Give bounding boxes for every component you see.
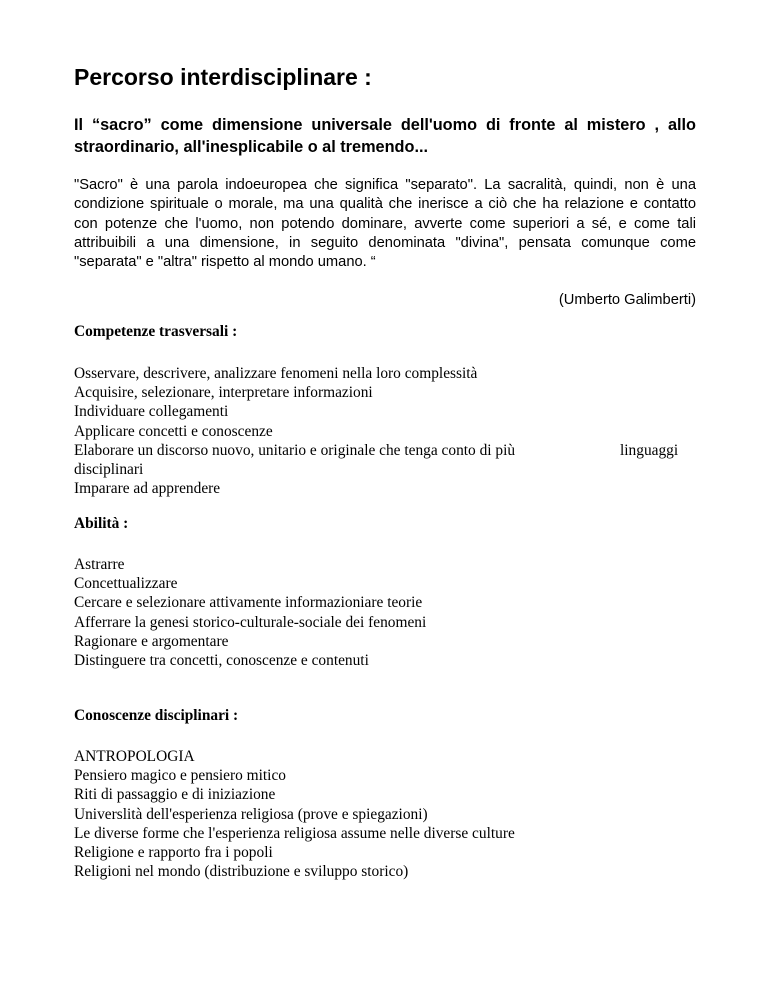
list-item-text: Elaborare un discorso nuovo, unitario e originale che tenga conto di più <box>74 441 516 459</box>
list-item: Religione e rapporto fra i popoli <box>74 844 273 862</box>
conoscenze-heading: Conoscenze disciplinari : <box>74 707 239 724</box>
list-item: Le diverse forme che l'esperienza religiosa assume nelle diverse culture <box>74 824 515 842</box>
list-item: Applicare concetti e conoscenze <box>74 422 273 440</box>
abilita-list <box>74 555 426 670</box>
document-subtitle: Il “sacro” come dimensione universale dell'uomo di fronte al mistero , allo straordinario, all'inesplicabile o al tremendo... <box>74 116 696 156</box>
list-item: disciplinari <box>74 461 144 479</box>
document-title: Percorso interdisciplinare : <box>74 64 372 90</box>
list-item: ANTROPOLOGIA <box>74 748 195 765</box>
list-item: Cercare e selezionare attivamente informazioniare teorie <box>74 594 423 612</box>
list-item: Distinguere tra concetti, conoscenze e contenuti <box>74 652 369 670</box>
competenze-heading: Competenze trasversali : <box>74 323 238 340</box>
list-item: Acquisire, selezionare, interpretare informazioni <box>74 384 373 402</box>
list-item <box>74 441 679 460</box>
list-item: Individuare collegamenti <box>74 403 229 421</box>
list-item: Astrarre <box>74 556 125 573</box>
quote-paragraph: "Sacro" è una parola indoeuropea che significa "separato". La sacralità, quindi, non è una condizione spirituale o morale, ma una qualità che inerisce a ciò che ha relazione e contatto con potenze che l'uomo, non potendo dominare, avverte come superiori a sé, e come tali attribuibili a una dimensione, in seguito denominata "divina", pensata comunque come "separata" e "altra" rispetto al mondo umano. “ <box>74 177 696 271</box>
abilita-heading: Abilità : <box>74 515 129 532</box>
list-item: Religioni nel mondo (distribuzione e sviluppo storico) <box>74 863 409 881</box>
list-item: Imparare ad apprendere <box>74 480 221 498</box>
list-item: Concettualizzare <box>74 575 178 593</box>
list-item: Ragionare e argomentare <box>74 632 229 650</box>
list-item: Osservare, descrivere, analizzare fenomeni nella loro complessità <box>74 365 478 382</box>
conoscenze-list <box>74 747 515 881</box>
list-item: Pensiero magico e pensiero mitico <box>74 767 286 785</box>
list-item-trailing-word: linguaggi <box>620 441 679 459</box>
list-item: Universlità dell'esperienza religiosa (prove e spiegazioni) <box>74 805 428 823</box>
list-item: Riti di passaggio e di iniziazione <box>74 786 276 804</box>
competenze-list <box>74 364 679 498</box>
list-item: Afferrare la genesi storico-culturale-sociale dei fenomeni <box>74 613 427 631</box>
quote-author: (Umberto Galimberti) <box>558 292 696 308</box>
